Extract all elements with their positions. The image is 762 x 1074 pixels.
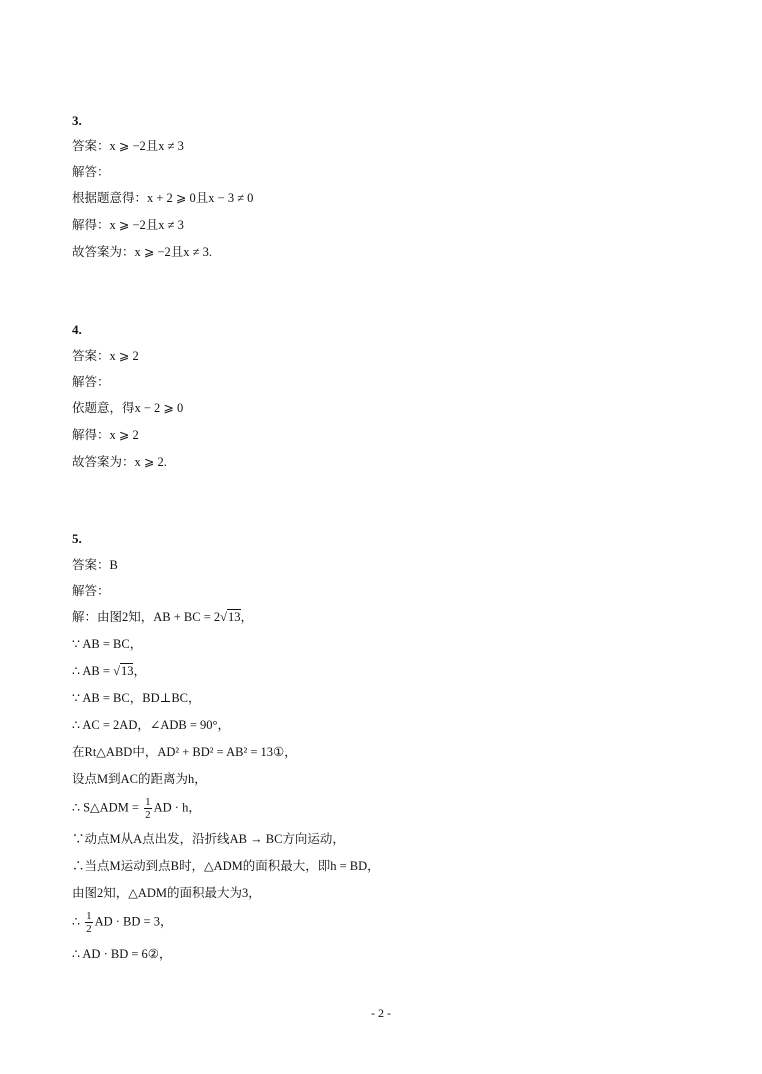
fraction-denominator: 2 xyxy=(86,923,92,935)
q5-solution-line-4: ∵ AB = BC，BD⊥BC， xyxy=(72,691,201,705)
q5-line1-suffix: ， xyxy=(240,610,254,624)
q4-solution-line-3: 故答案为：x ⩾ 2. xyxy=(72,455,167,469)
q5-solution-label: 解答： xyxy=(72,583,110,598)
sqrt-symbol: √ xyxy=(113,664,120,678)
sqrt-radicand: 13 xyxy=(228,610,241,624)
q5-solution-line-7: 设点M到AC的距离为h， xyxy=(72,772,207,786)
q3-solution-label: 解答： xyxy=(72,164,110,179)
q5-line3-suffix: ， xyxy=(133,664,146,678)
q5-solution-line-2: ∵ AB = BC， xyxy=(72,637,143,651)
sqrt-symbol: √ xyxy=(220,610,228,624)
q5-solution-line-8 xyxy=(72,796,201,821)
q3-solution-line-1: 根据题意得：x + 2 ⩾ 0且x − 3 ≠ 0 xyxy=(72,191,254,205)
question-4-number: 4. xyxy=(72,322,82,337)
question-3-number: 3. xyxy=(72,113,82,128)
answer-value: x ⩾ 2 xyxy=(109,349,139,363)
fraction xyxy=(85,910,93,935)
q5-line12-suffix: AD · BD = 3， xyxy=(94,914,173,929)
q5-solution-line-11: 由图2知，△ADM的面积最大为3， xyxy=(72,886,261,900)
q5-line1-prefix: 解：由图2知，AB + BC = 2 xyxy=(72,610,221,624)
q5-solution-line-3 xyxy=(72,663,146,679)
question-5-number: 5. xyxy=(72,531,82,546)
q3-solution-line-2: 解得：x ⩾ −2且x ≠ 3 xyxy=(72,218,184,232)
q4-solution-line-2: 解得：x ⩾ 2 xyxy=(72,428,139,442)
fraction-denominator: 2 xyxy=(145,809,151,821)
fraction-numerator: 1 xyxy=(145,796,151,808)
q5-answer-line xyxy=(72,557,118,573)
q5-line12-prefix: ∴ xyxy=(72,914,84,929)
page-number: - 2 - xyxy=(371,1006,391,1020)
answer-label: 答案： xyxy=(72,138,110,153)
q5-solution-line-6: 在Rt△ABD中，AD² + BD² = AB² = 13①， xyxy=(72,745,297,759)
q5-line8-suffix: AD · h， xyxy=(153,800,201,815)
q5-solution-line-1 xyxy=(72,609,253,625)
q5-solution-line-5: ∴ AC = 2AD，∠ADB = 90°， xyxy=(72,718,231,732)
q3-answer-line xyxy=(72,138,184,154)
fraction-numerator: 1 xyxy=(86,910,92,922)
answer-value: B xyxy=(109,558,118,572)
q4-solution-label: 解答： xyxy=(72,374,110,389)
q4-solution-line-1: 依题意，得x − 2 ⩾ 0 xyxy=(72,401,184,415)
sqrt-radicand: 13 xyxy=(120,664,134,678)
q3-solution-line-3: 故答案为：x ⩾ −2且x ≠ 3. xyxy=(72,245,213,259)
answer-label: 答案： xyxy=(72,348,110,363)
q5-solution-line-9: ∵动点M从A点出发，沿折线AB → BC方向运动， xyxy=(72,832,345,846)
answer-label: 答案： xyxy=(72,557,110,572)
q5-solution-line-12 xyxy=(72,910,172,935)
fraction xyxy=(144,796,152,821)
q5-solution-line-10: ∴当点M运动到点B时，△ADM的面积最大，即h = BD， xyxy=(72,859,380,873)
q5-line3-prefix: ∴ AB = xyxy=(72,664,114,678)
q5-solution-line-13: ∴ AD · BD = 6②， xyxy=(72,947,172,961)
q4-answer-line xyxy=(72,348,139,364)
answer-value: x ⩾ −2且x ≠ 3 xyxy=(109,139,184,153)
q5-line8-prefix: ∴ S△ADM = xyxy=(72,800,143,815)
